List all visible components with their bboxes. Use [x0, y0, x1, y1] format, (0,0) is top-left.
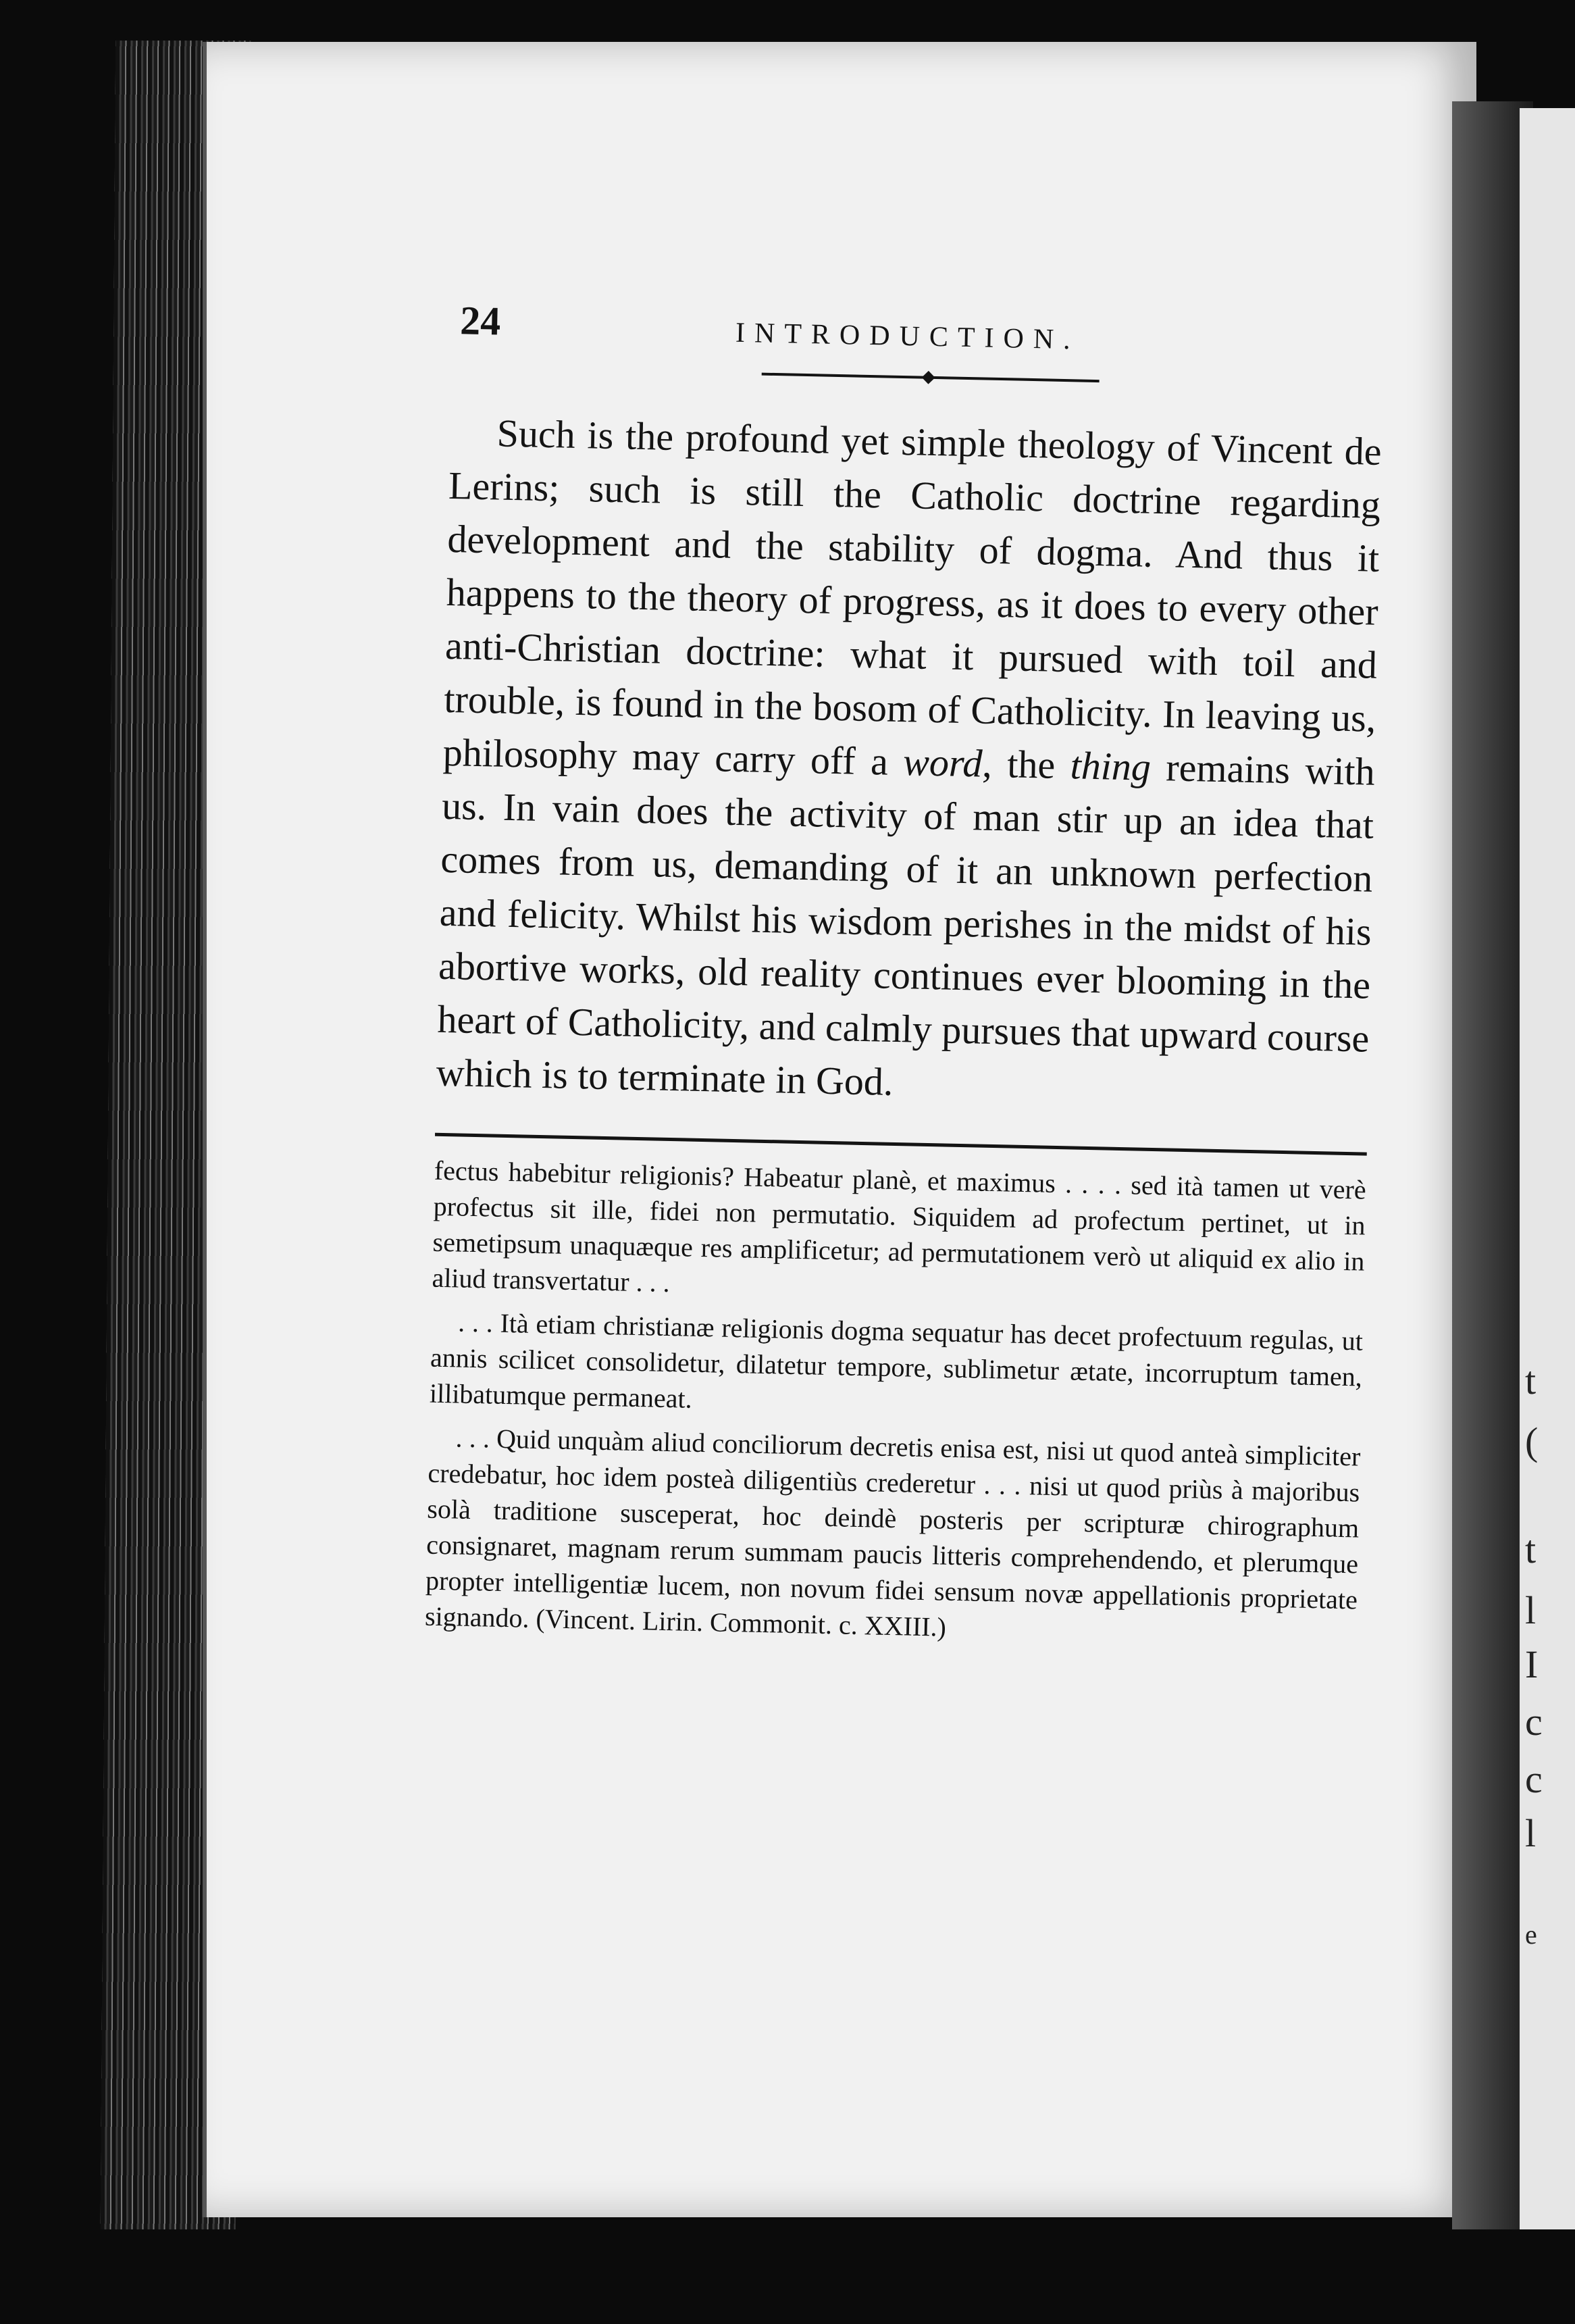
italic-thing: thing	[1070, 743, 1152, 789]
facing-page-fragment	[1520, 108, 1575, 2229]
facing-page-char: t	[1525, 1527, 1537, 1571]
header-ornament-rule	[762, 373, 1100, 382]
main-text-segment: , the	[981, 741, 1071, 788]
page-number: 24	[459, 298, 501, 344]
main-paragraph	[436, 405, 1382, 1119]
main-text-segment: Such is the profound yet simple theology of Vincent de Lerins; such is still the Catholic doctrine regarding development and the stability of dogma. And thus it happens to the theory of progress, as it does to every other anti-Christian doctrine: what it pursued with toil and trouble, is found in the bosom of Catholicity. In leaving us, philosophy may carry off a	[442, 411, 1383, 784]
footnote-paragraph: fectus habebitur religionis? Habeatur planè, et maximus . . . . sed ità tamen ut verè profectus sit ille, fidei non permutatio. Siquidem ad profectum pertinet, ut in semetipsum unaquæque res amplificetur; ad permutationem verò ut aliquid ex alio in aliud transvertatur . . .	[432, 1155, 1367, 1298]
facing-page-char: I	[1525, 1642, 1539, 1686]
footnote-paragraph: . . . Ità etiam christianæ religionis dogma sequatur has decet profectuum regulas, ut annis scilicet consolidetur, dilatetur tempore, sublimetur ætate, incorruptum tamen, illibatumque permaneat.	[429, 1307, 1364, 1414]
footnotes	[425, 1153, 1367, 1654]
main-text-segment: remains with us. In vain does the activity of man stir up an idea that comes from us, demanding of it an unknown perfection and felicity. Whilst his wisdom perishes in the midst of his abortive works, old reality continues ever blooming in the heart of Catholicity, and calmly pursues that upward course which is to terminate in God.	[436, 744, 1376, 1104]
facing-page-char: l	[1525, 1811, 1537, 1855]
facing-page-char: c	[1525, 1700, 1543, 1744]
facing-page-char: (	[1525, 1419, 1539, 1463]
page-content	[424, 297, 1384, 1661]
footnote-paragraph: . . . Quid unquàm aliud conciliorum decretis enisa est, nisi ut quod anteà simpliciter credebatur, hoc idem posteà diligentiùs crederetur . . . nisi ut quod priùs à majoribus solà traditione susceperat, hoc deindè posteris per scripturæ chirographum consignaret, magnam rerum summam paucis litteris comprehendendo, et plerumque propter intelligentiæ lucem, non novum fidei sensum novæ appellationis proprietate signando. (Vincent. Lirin. Commonit. c. XXIII.)	[424, 1422, 1361, 1642]
running-head-title: INTRODUCTION.	[735, 317, 1081, 356]
facing-page-char: e	[1525, 1919, 1537, 1950]
facing-page-char: l	[1525, 1588, 1537, 1632]
facing-page-char: t	[1525, 1359, 1537, 1403]
facing-page-char: c	[1525, 1757, 1543, 1801]
footnote-divider	[435, 1133, 1367, 1156]
italic-word: word	[902, 740, 983, 786]
